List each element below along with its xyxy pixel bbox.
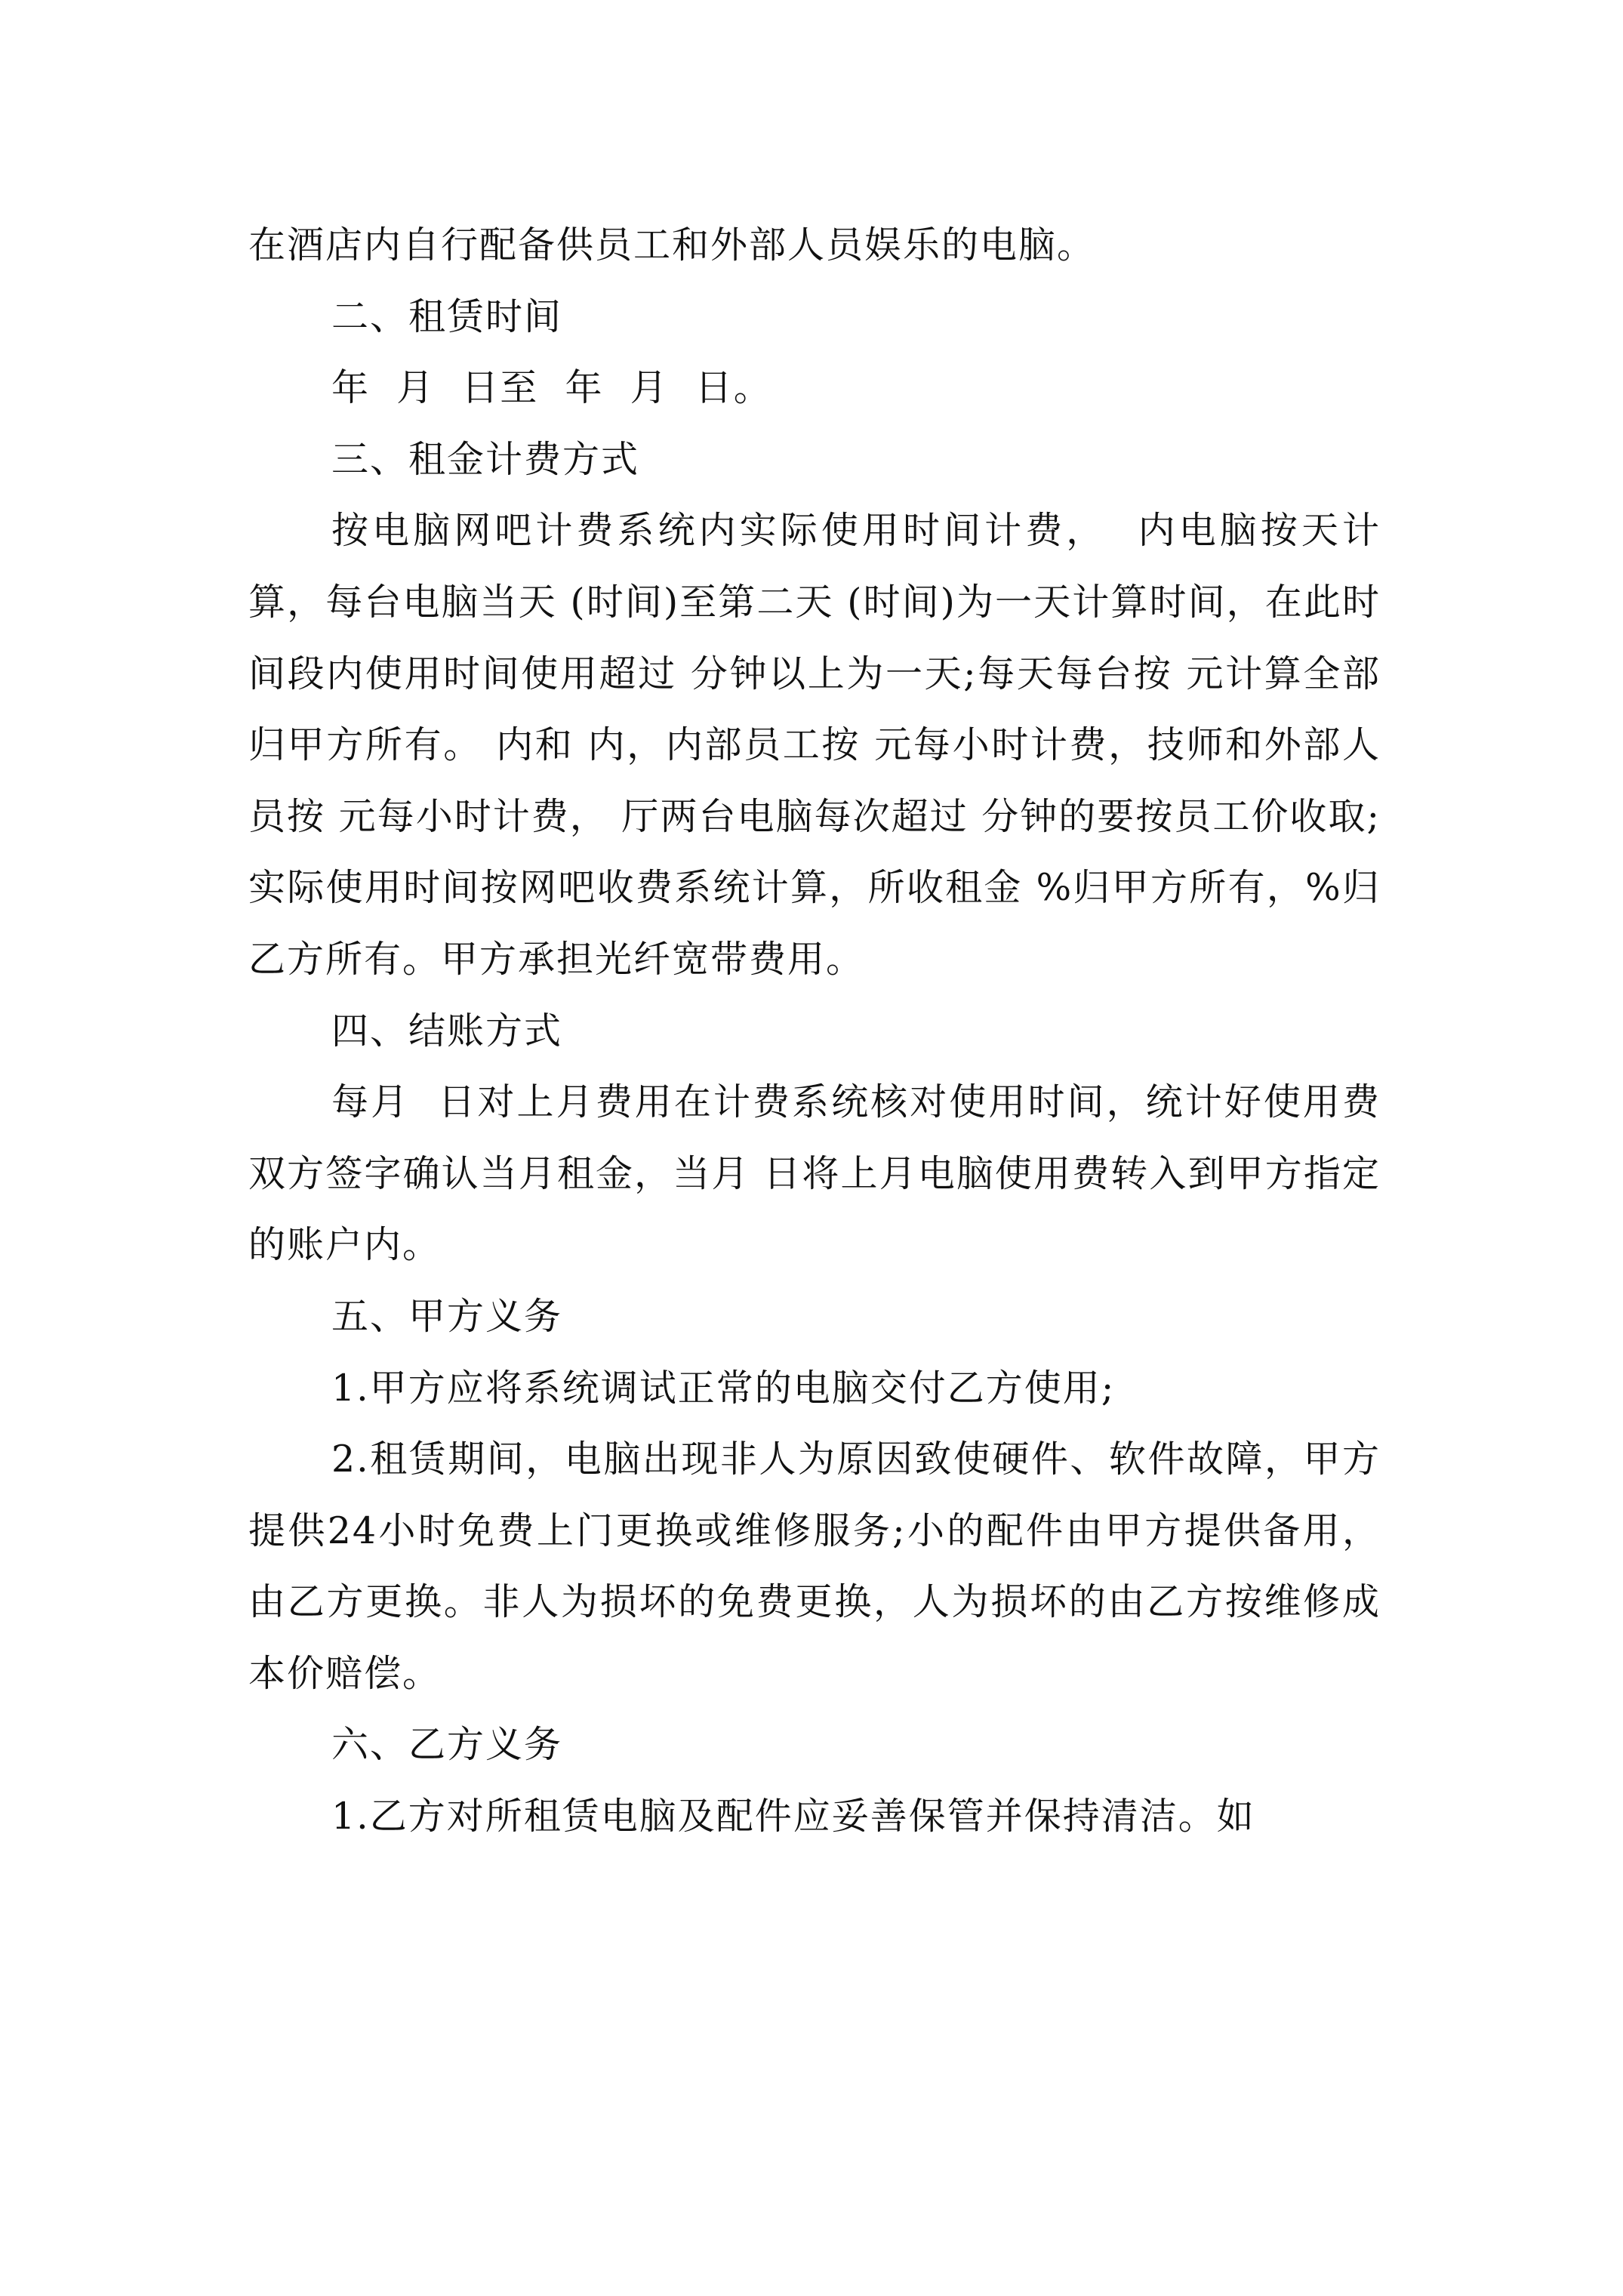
paragraph-lease-dates: 年 月 日至 年 月 日。	[331, 366, 772, 410]
paragraph-party-b-duty-1: 1.乙方对所租赁电脑及配件应妥善保管并保持清洁。如	[331, 1795, 1255, 1838]
paragraph-party-a-duty-1: 1.甲方应将系统调试正常的电脑交付乙方使用;	[331, 1366, 1116, 1410]
document-body	[248, 210, 1381, 1853]
heading-settlement: 四、结账方式	[331, 1009, 563, 1052]
paragraph-party-a-duty-2: 2.租赁期间，电脑出现非人为原因致使硬件、软件故障，甲方提供24小时免费上门更换或维修服务;小的配件由甲方提供备用，由乙方更换。非人为损坏的免费更换，人为损坏的由乙方按维修成本价赔偿。	[248, 1438, 1381, 1695]
paragraph-rent-billing: 按电脑网吧计费系统内实际使用时间计费， 内电脑按天计算，每台电脑当天 (时间)至第二天 (时间)为一天计算时间，在此时间段内使用时间使用超过 分钟以上为一天;每天每台按 元计算全部归甲方所有。 内和 内，内部员工按 元每小时计费，技师和外部人员按 元每小时计费， 厅两台电脑每次超过 分钟的要按员工价收取;实际使用时间按网吧收费系统计算，所收租金 %归甲方所有，%归乙方所有。甲方承担光纤宽带费用。	[248, 509, 1381, 981]
paragraph-settlement: 每月 日对上月费用在计费系统核对使用时间，统计好使用费双方签字确认当月租金，当月 日将上月电脑使用费转入到甲方指定的账户内。	[248, 1080, 1381, 1267]
paragraph-continuation: 在酒店内自行配备供员工和外部人员娱乐的电脑。	[248, 223, 1096, 267]
heading-party-a-duties: 五、甲方义务	[331, 1294, 563, 1338]
heading-party-b-duties: 六、乙方义务	[331, 1723, 563, 1767]
heading-lease-period: 二、租赁时间	[331, 294, 563, 338]
heading-rent-billing: 三、租金计费方式	[331, 437, 640, 481]
